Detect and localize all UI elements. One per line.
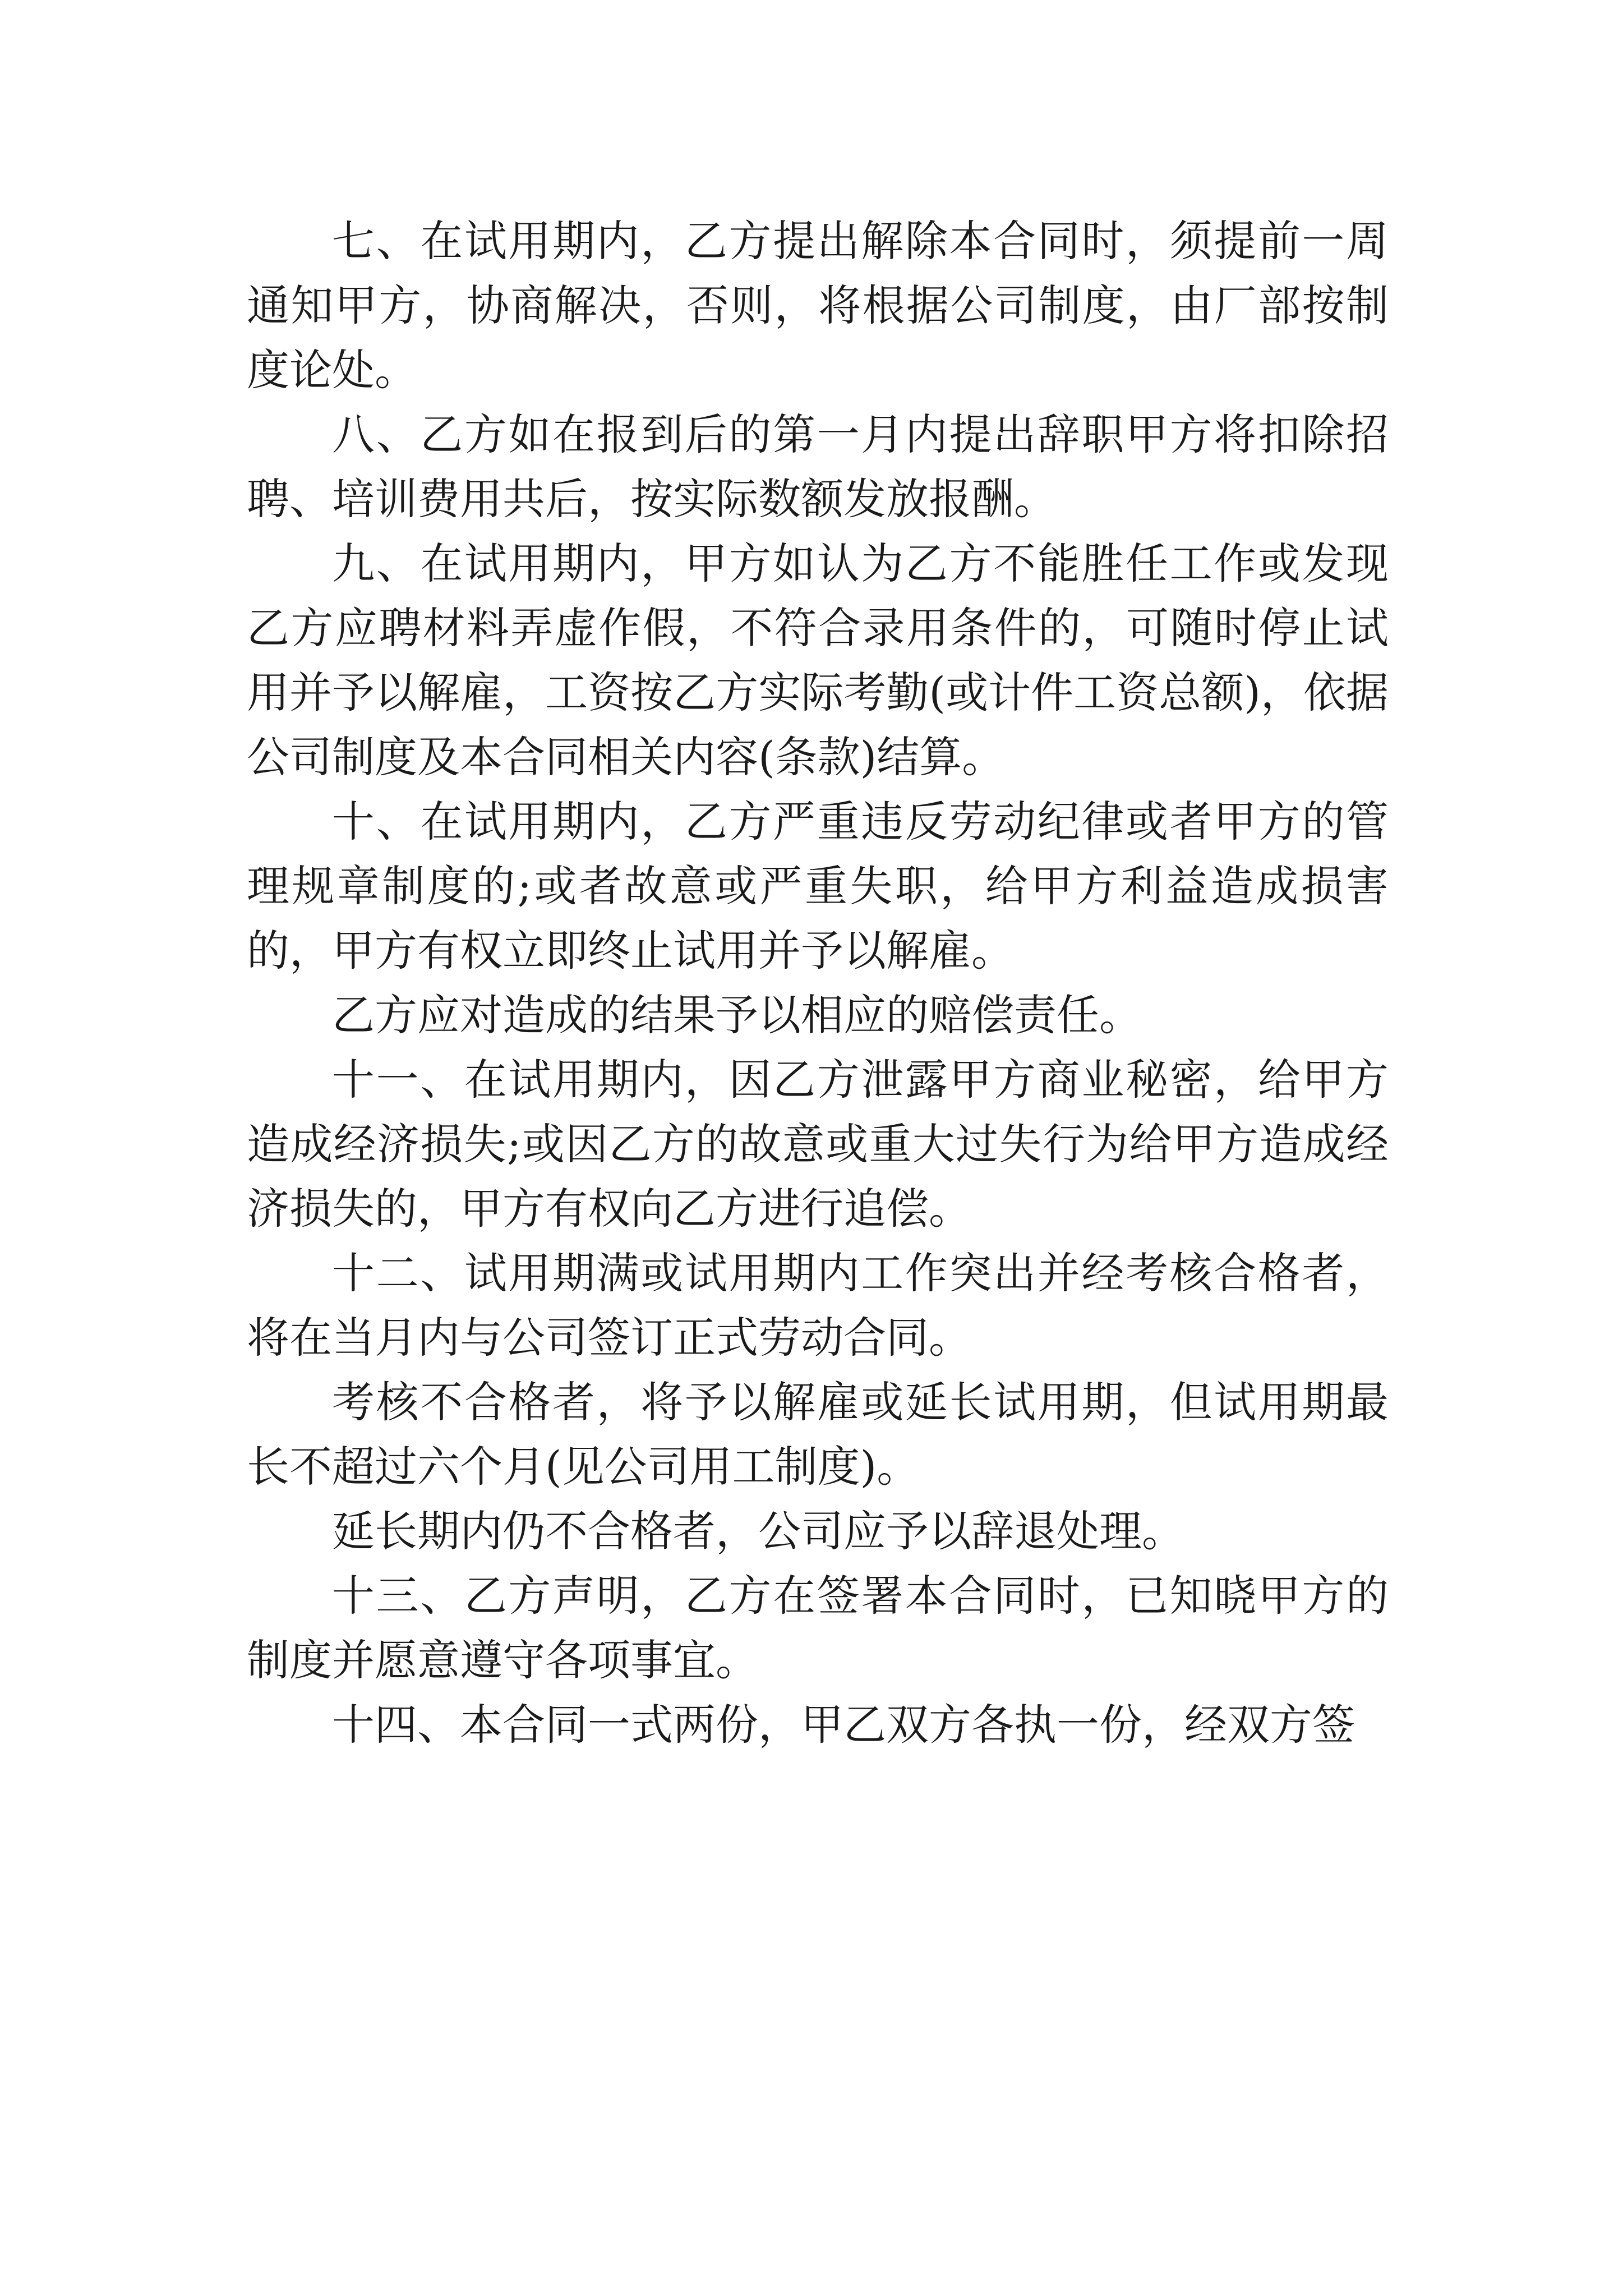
clause-10-compensation: 乙方应对造成的结果予以相应的赔偿责任。 (332, 990, 1142, 1040)
clause-8: 八、乙方如在报到后的第一月内提出辞职甲方将扣除招聘、培训费用共后，按实际数额发放报酬。 (247, 409, 1389, 524)
clause-14: 十四、本合同一式两份，甲乙双方各执一份，经双方签 (332, 1700, 1355, 1750)
clause-11: 十一、在试用期内，因乙方泄露甲方商业秘密，给甲方造成经济损失;或因乙方的故意或重大过失行为给甲方造成经济损失的，甲方有权向乙方进行追偿。 (247, 1055, 1389, 1234)
clause-9: 九、在试用期内，甲方如认为乙方不能胜任工作或发现乙方应聘材料弄虚作假，不符合录用条件的，可随时停止试用并予以解雇，工资按乙方实际考勤(或计件工资总额)，依据公司制度及本合同相关内容(条款)结算。 (247, 539, 1389, 782)
clause-12: 十二、试用期满或试用期内工作突出并经考核合格者，将在当月内与公司签订正式劳动合同。 (247, 1248, 1389, 1363)
clause-7: 七、在试用期内，乙方提出解除本合同时，须提前一周通知甲方，协商解决，否则，将根据公司制度，由厂部按制度论处。 (247, 216, 1389, 395)
clause-13: 十三、乙方声明，乙方在签署本合同时，已知晓甲方的制度并愿意遵守各项事宜。 (247, 1571, 1389, 1685)
clause-12-failed-assessment: 考核不合格者，将予以解雇或延长试用期，但试用期最长不超过六个月(见公司用工制度)。 (247, 1377, 1389, 1492)
clause-10: 十、在试用期内，乙方严重违反劳动纪律或者甲方的管理规章制度的;或者故意或严重失职，给甲方利益造成损害的，甲方有权立即终止试用并予以解雇。 (247, 797, 1389, 976)
document-body (247, 209, 1389, 1757)
clause-12-extension-dismissal: 延长期内仍不合格者，公司应予以辞退处理。 (332, 1506, 1184, 1556)
